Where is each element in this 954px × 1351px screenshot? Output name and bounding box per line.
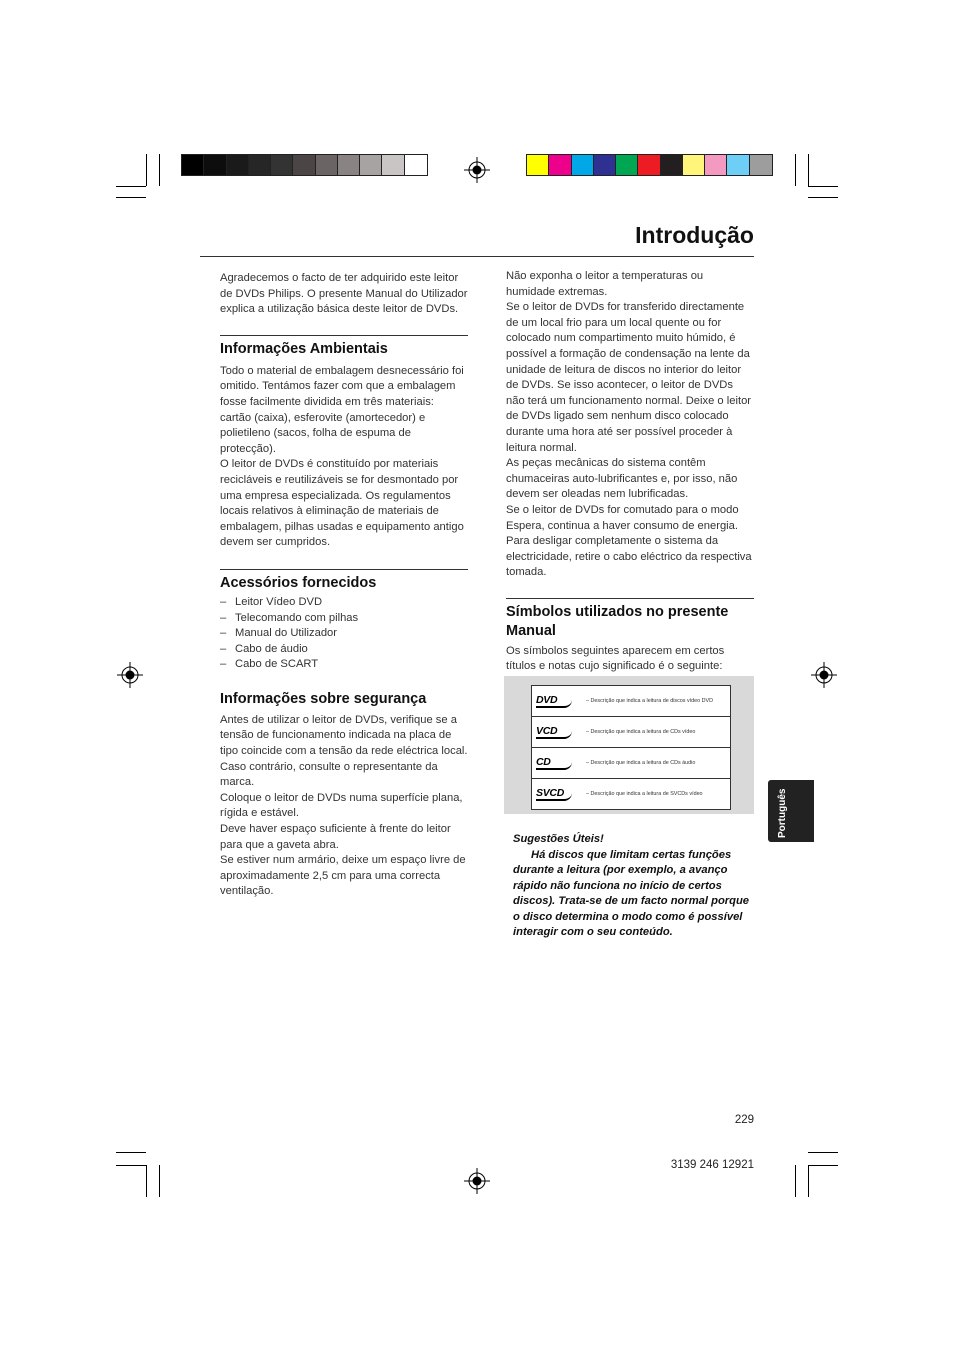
registration-mark-icon bbox=[464, 1168, 490, 1194]
safety-paragraph: Deve haver espaço suficiente à frente do leitor para que a gaveta abra. bbox=[220, 823, 451, 851]
crop-mark bbox=[146, 1165, 147, 1197]
color-swatch bbox=[661, 155, 683, 175]
color-swatch bbox=[616, 155, 638, 175]
crop-mark bbox=[159, 1165, 160, 1197]
accessory-item: – Manual do Utilizador bbox=[220, 626, 468, 642]
crop-mark bbox=[808, 1165, 809, 1197]
color-swatch bbox=[705, 155, 727, 175]
page-title: Introdução bbox=[635, 222, 754, 248]
body-paragraph: As peças mecânicas do sistema contêm chumaceiras auto-lubrificantes e, por isso, não devem ser oleadas nem lubrificadas. bbox=[506, 457, 738, 501]
gray-swatch bbox=[382, 155, 404, 175]
gray-swatch bbox=[271, 155, 293, 175]
body-paragraph: Não exponha o leitor a temperaturas ou humidade extremas. bbox=[506, 270, 704, 298]
section-heading-symbols: Símbolos utilizados no presente Manual bbox=[506, 598, 754, 641]
color-swatch bbox=[638, 155, 660, 175]
left-column bbox=[220, 271, 468, 900]
color-swatch bbox=[572, 155, 594, 175]
crop-mark bbox=[159, 154, 160, 186]
grayscale-calibration-bar bbox=[181, 154, 428, 176]
gray-swatch bbox=[405, 155, 427, 175]
body-paragraph: Se o leitor de DVDs for transferido directamente de um local frio para um local quente ou for colocado num compartimento muito húmido, é possível a formação de condensação na lente da unidade de leitura de discos no interior do leitor de DVDs. Se isso acontecer, o leitor de DVDs não terá um funcionamento normal. Deixe o leitor de DVDs ligado sem nenhum disco colocado durante uma hora até ser possível proceder à leitura normal. bbox=[506, 301, 752, 454]
color-swatch bbox=[549, 155, 571, 175]
disc-logo-icon: VCD bbox=[536, 726, 572, 739]
symbols-intro: Os símbolos seguintes aparecem em certos títulos e notas cujo significado é o seguinte: bbox=[506, 644, 725, 673]
symbol-row bbox=[532, 686, 730, 717]
registration-mark-icon bbox=[464, 157, 490, 183]
symbols-table bbox=[531, 685, 731, 810]
crop-mark bbox=[116, 186, 146, 187]
crop-mark bbox=[116, 1152, 146, 1153]
crop-mark bbox=[808, 186, 838, 187]
crop-mark bbox=[808, 1165, 838, 1166]
gray-swatch bbox=[293, 155, 315, 175]
gray-swatch bbox=[360, 155, 382, 175]
document-code: 3139 246 12921 bbox=[670, 1159, 754, 1171]
color-swatch bbox=[683, 155, 705, 175]
symbol-description: – Descrição que indica a leitura de CDs áudio bbox=[586, 760, 696, 766]
symbol-description: – Descrição que indica a leitura de SVCDs vídeo bbox=[586, 791, 703, 797]
section-heading-accessories: Acessórios fornecidos bbox=[220, 569, 468, 593]
language-tab-label: Português bbox=[777, 788, 788, 838]
accessory-item: – Telecomando com pilhas bbox=[220, 611, 468, 627]
accessory-item: – Cabo de SCART bbox=[220, 657, 468, 673]
disc-logo-icon: CD bbox=[536, 757, 572, 770]
crop-mark bbox=[808, 1152, 838, 1153]
accessory-item: – Cabo de áudio bbox=[220, 642, 468, 658]
gray-swatch bbox=[204, 155, 226, 175]
crop-mark bbox=[116, 197, 146, 198]
symbol-description: – Descrição que indica a leitura de CDs vídeo bbox=[586, 729, 696, 735]
disc-logo-icon: DVD bbox=[536, 695, 572, 708]
accessories-list bbox=[220, 595, 468, 673]
color-swatch bbox=[750, 155, 772, 175]
accessory-item: – Leitor Vídeo DVD bbox=[220, 595, 468, 611]
symbol-row bbox=[532, 717, 730, 748]
tips-body: Há discos que limitam certas funções durante a leitura (por exemplo, a avanço rápido não funciona no início de certos discos). Trata-se de um facto normal porque o disco determina o modo como é possível interagir com o seu conteúdo. bbox=[513, 848, 750, 938]
symbol-row bbox=[532, 748, 730, 779]
symbol-row bbox=[532, 779, 730, 809]
language-tab bbox=[768, 780, 814, 842]
registration-mark-icon bbox=[811, 662, 837, 688]
color-swatch bbox=[527, 155, 549, 175]
safety-paragraph: Antes de utilizar o leitor de DVDs, verifique se a tensão de funcionamento indicada na placa de tipo coincide com a tensão da rede eléctrica local. Caso contrário, consulte o representante da marca. bbox=[220, 713, 468, 789]
section-heading-safety: Informações sobre segurança bbox=[220, 690, 427, 707]
safety-paragraph: Se estiver num armário, deixe um espaço livre de aproximadamente 2,5 cm para uma correcta ventilação. bbox=[220, 854, 466, 898]
symbol-description: – Descrição que indica a leitura de discos vídeo DVD bbox=[586, 698, 714, 704]
gray-swatch bbox=[182, 155, 204, 175]
right-column bbox=[506, 269, 754, 675]
section-heading-environment: Informações Ambientais bbox=[220, 335, 468, 359]
tips-title: Sugestões Úteis! bbox=[513, 833, 604, 845]
helpful-tips bbox=[513, 832, 758, 941]
safety-paragraph: Coloque o leitor de DVDs numa superfície plana, rígida e estável. bbox=[220, 791, 463, 820]
crop-mark bbox=[146, 154, 147, 186]
gray-swatch bbox=[249, 155, 271, 175]
color-calibration-bar bbox=[526, 154, 773, 176]
gray-swatch bbox=[316, 155, 338, 175]
crop-mark bbox=[116, 1165, 146, 1166]
color-swatch bbox=[594, 155, 616, 175]
gray-swatch bbox=[338, 155, 360, 175]
environment-paragraph: Todo o material de embalagem desnecessário foi omitido. Tentámos fazer com que a embalagem fosse facilmente dividida em três materiais: cartão (caixa), esferovite (amortecedor) e polietileno (sacos, folha de espuma de protecção). bbox=[220, 364, 464, 455]
crop-mark bbox=[808, 154, 809, 186]
body-paragraph: Se o leitor de DVDs for comutado para o modo Espera, continua a haver consumo de energia. Para desligar completamente o sistema da electricidade, retire o cabo eléctrico da respectiva tomada. bbox=[506, 503, 752, 579]
title-divider bbox=[200, 256, 754, 257]
gray-swatch bbox=[227, 155, 249, 175]
disc-logo-icon: SVCD bbox=[536, 788, 572, 801]
crop-mark bbox=[795, 154, 796, 186]
crop-mark bbox=[795, 1165, 796, 1197]
crop-mark bbox=[808, 197, 838, 198]
registration-mark-icon bbox=[117, 662, 143, 688]
intro-paragraph: Agradecemos o facto de ter adquirido este leitor de DVDs Philips. O presente Manual do Utilizador explica a utilização básica deste leitor de DVDs. bbox=[220, 272, 468, 316]
environment-paragraph: O leitor de DVDs é constituído por materiais recicláveis e reutilizáveis se for desmontado por uma empresa especializada. Os regulamentos locais relativos à eliminação de materiais de embalagem, pilhas usadas e equipamento antigo devem ser cumpridos. bbox=[220, 458, 464, 549]
color-swatch bbox=[727, 155, 749, 175]
page-number: 229 bbox=[734, 1114, 754, 1126]
